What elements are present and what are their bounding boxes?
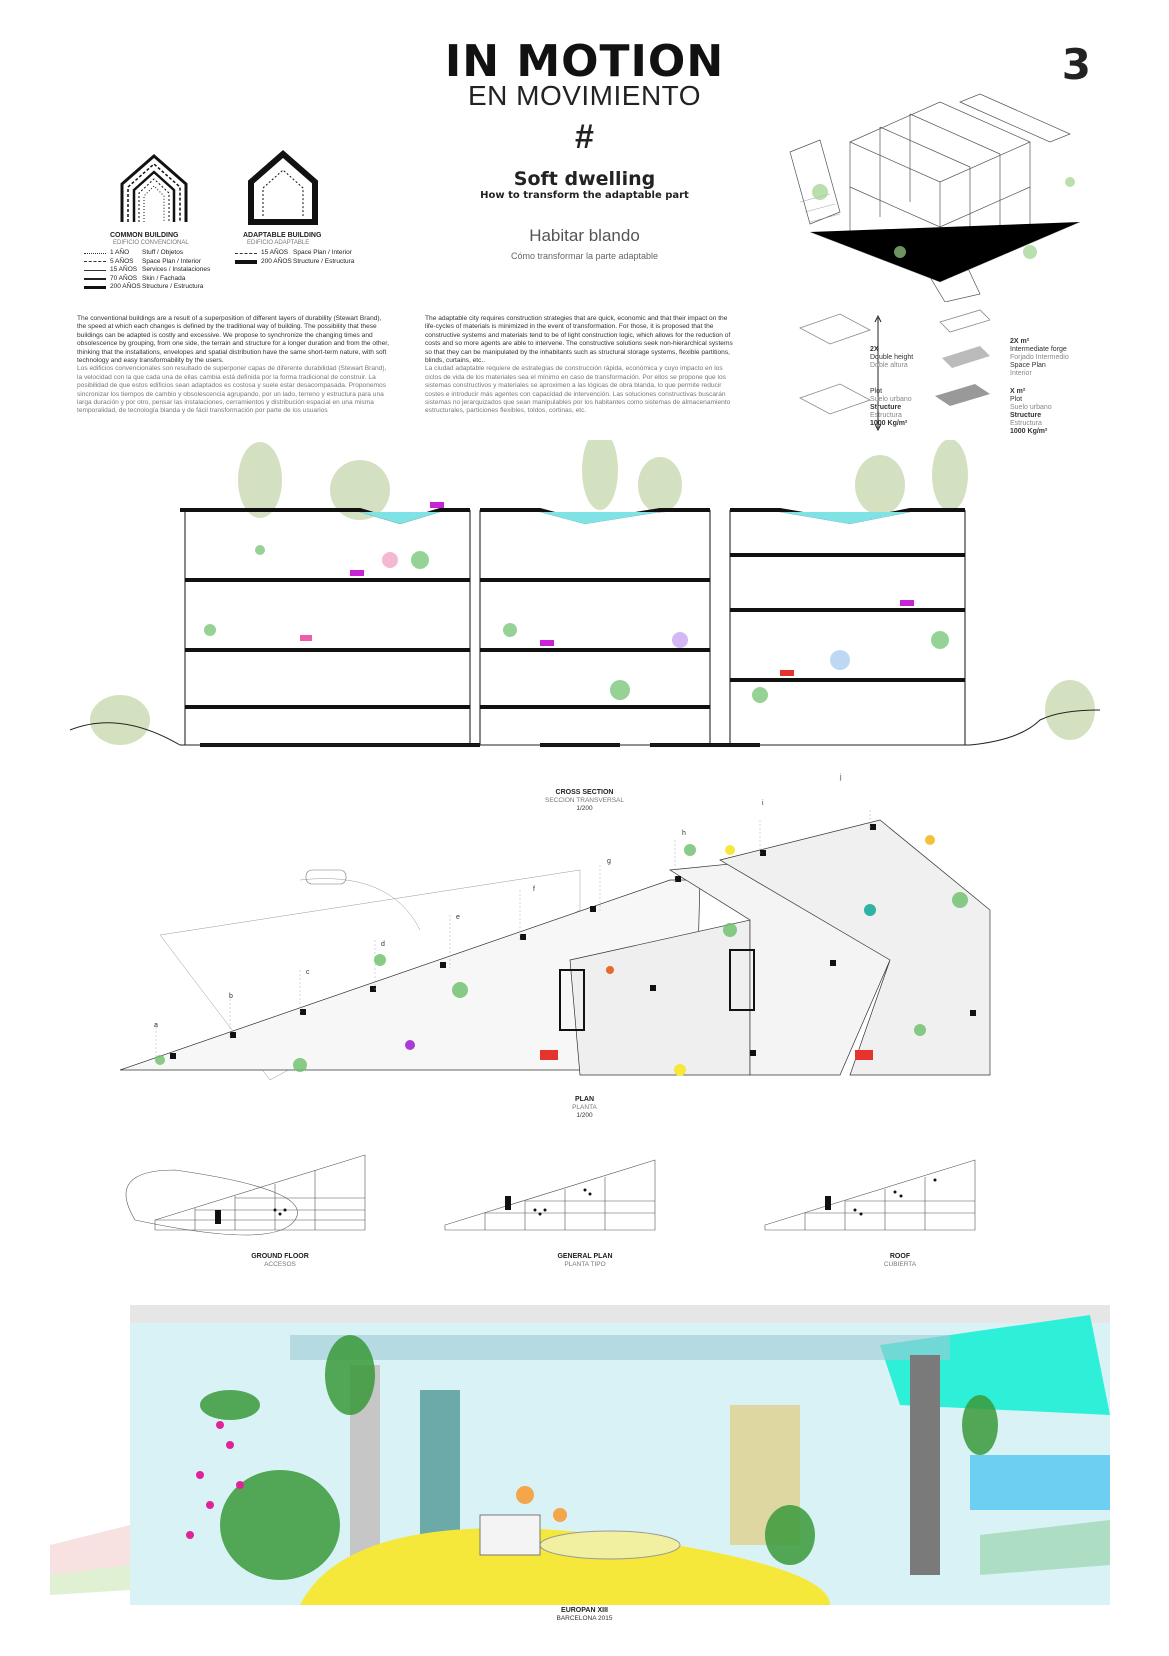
paragraph-es: La ciudad adaptable requiere de estrategias de construcción rápida, económica y cuyo impacto en los ciclos de vida de los materiales sea el mínimo en caso de transformación. Por ellos se propone que los sistemas constructivos y materiales se aproximen a las lógicas de obra blanda, lo que permite reducir costes e introducir más agentes con capacidad de intervención. Las soluciones constructivas buscarán sistemas no jerarquizados que sean manipulables por los habitantes como sistemas de almacenamiento estructurales, particiones flexibles, toldos, cortinas, etc. bbox=[425, 365, 731, 415]
mini-plan-title: ROOF bbox=[889, 1253, 911, 1260]
mini-plan-title-es: PLANTA TIPO bbox=[564, 1261, 606, 1268]
interior-perspective bbox=[50, 1305, 1110, 1605]
adaptable-layer-legend bbox=[235, 249, 375, 266]
grid-label: e bbox=[456, 914, 460, 921]
legend-row: 200 AÑOS Structure / Estructura bbox=[235, 258, 375, 267]
grid-label: a bbox=[154, 1022, 158, 1029]
grid-label: d bbox=[381, 941, 385, 948]
legend-row: 200 AÑOS Structure / Estructura bbox=[84, 283, 224, 292]
floor-plan-drawing bbox=[110, 810, 1010, 1140]
page-title: IN MOTION bbox=[444, 36, 725, 87]
cross-section-title-es: SECCION TRANSVERSAL bbox=[545, 797, 624, 804]
grid-label: f bbox=[533, 886, 535, 893]
adaptable-building-icon bbox=[245, 150, 325, 230]
common-building-icon bbox=[112, 150, 197, 230]
competition-subtitle: BARCELONA 2015 bbox=[556, 1615, 613, 1622]
plan-title-es: PLANTA bbox=[572, 1104, 597, 1111]
sheet-number: 3 bbox=[1061, 40, 1091, 89]
adaptable-building-title-es: EDIFICIO ADAPTABLE bbox=[247, 240, 310, 246]
section-heading-es: Habitar blando bbox=[529, 226, 640, 245]
text-block-right bbox=[425, 315, 737, 416]
axo-left-bottom: Plot Suelo urbano Structure Estructura 1000 Kg/m² bbox=[870, 388, 912, 427]
paragraph-en: The conventional buildings are a result of a superposition of different layers of durability (Stewart Brand), the speed at which each changes is defined by the traditional way of building. The possibility that these buildings can be adapted is costly and excessive. We propose to synchronize the changing times and obsolescence by grouping, from one side, the terrain and structure for a longer duration and from the other, thinking that the installations, envelopes and spatial distribution have the same short-term nature, with soft technology and easy transformability by the users. bbox=[77, 315, 389, 365]
page-subtitle: EN MOVIMIENTO bbox=[467, 80, 702, 111]
legend-row: 5 AÑOS Space Plan / Interior bbox=[84, 258, 224, 267]
legend-row: 15 AÑOS Services / Instalaciones bbox=[84, 266, 224, 275]
legend-row: 1 AÑO Stuff / Objetos bbox=[84, 249, 224, 258]
grid-label: b bbox=[229, 993, 233, 1000]
exploded-axonometric bbox=[780, 82, 1110, 302]
grid-label: c bbox=[306, 969, 310, 976]
grid-label: g bbox=[607, 858, 611, 865]
plan-title: PLAN bbox=[574, 1096, 595, 1103]
grid-label: h bbox=[682, 830, 686, 837]
paragraph-en: The adaptable city requires construction strategies that are quick, economic and that their impact on the life-cycles of materials is minimized in the event of transformation. For those, it is proposed that the constructive systems and materials tend to be of light construction logic, which allows for the reduction of costs and so more agents are able to intervene. The constructive solutions seek non-hierarchical systems so that they can be manipulated by the inhabitants such as structural storage systems, flexible partitions, blinds, curtains, etc.. bbox=[425, 315, 733, 365]
section-heading-sub: How to transform the adaptable part bbox=[480, 190, 689, 201]
common-building-title: COMMON BUILDING bbox=[110, 232, 179, 239]
competition-title: EUROPAN XIII bbox=[561, 1607, 608, 1614]
mini-plan-title-es: ACCESOS bbox=[264, 1261, 296, 1268]
cross-section-scale: 1/200 bbox=[576, 805, 593, 812]
paragraph-es: Los edificios convencionales son resultado de superponer capas de diferente durabilidad (Stewart Brand), la velocidad con la que cada una de ellas cambia está definida por la forma tradicional de construir. La posibilidad de que estos edificios sean adaptados es costosa y suele estar desacompasada. Proponemos sincronizar los tiempos de cambio y obsolescencia agrupando, por un lado, terreno y estructura para una larga duración y por otro, pensar las instalaciones, cerramientos y distribución espacial en una misma temporalidad, de tecnología blanda y de fácil transformación por parte de los usuarios bbox=[77, 365, 387, 415]
adaptable-building-title: ADAPTABLE BUILDING bbox=[243, 232, 322, 239]
grid-label: j bbox=[840, 774, 842, 781]
section-heading-es-sub: Cómo transformar la parte adaptable bbox=[510, 251, 659, 261]
mini-plan-title-es: CUBIERTA bbox=[883, 1261, 917, 1268]
text-block-left bbox=[77, 315, 389, 416]
cross-section-title: CROSS SECTION bbox=[555, 789, 614, 796]
mini-plans bbox=[115, 1130, 1015, 1250]
mini-plan-title: GENERAL PLAN bbox=[557, 1253, 613, 1260]
common-building-title-es: EDIFICIO CONVENCIONAL bbox=[113, 240, 189, 246]
common-layer-legend bbox=[84, 249, 224, 292]
axo-right-bottom: X m² Plot Suelo urbano Structure Estructura 1000 Kg/m² bbox=[1010, 388, 1052, 435]
axo-left-top: 2X Double height Doble altura bbox=[870, 346, 914, 369]
mini-plan-title: GROUND FLOOR bbox=[251, 1253, 309, 1260]
hash-symbol: # bbox=[575, 118, 594, 156]
axo-right-top: 2X m² Intermediate forge Forjado Intermedio Space Plan Interior bbox=[1010, 338, 1069, 377]
section-heading: Soft dwelling bbox=[513, 168, 656, 190]
grid-label: i bbox=[762, 800, 764, 807]
plan-scale: 1/200 bbox=[576, 1112, 593, 1119]
legend-row: 15 AÑOS Space Plan / Interior bbox=[235, 249, 375, 258]
legend-row: 70 AÑOS Skin / Fachada bbox=[84, 275, 224, 284]
cross-section-drawing bbox=[60, 440, 1110, 790]
